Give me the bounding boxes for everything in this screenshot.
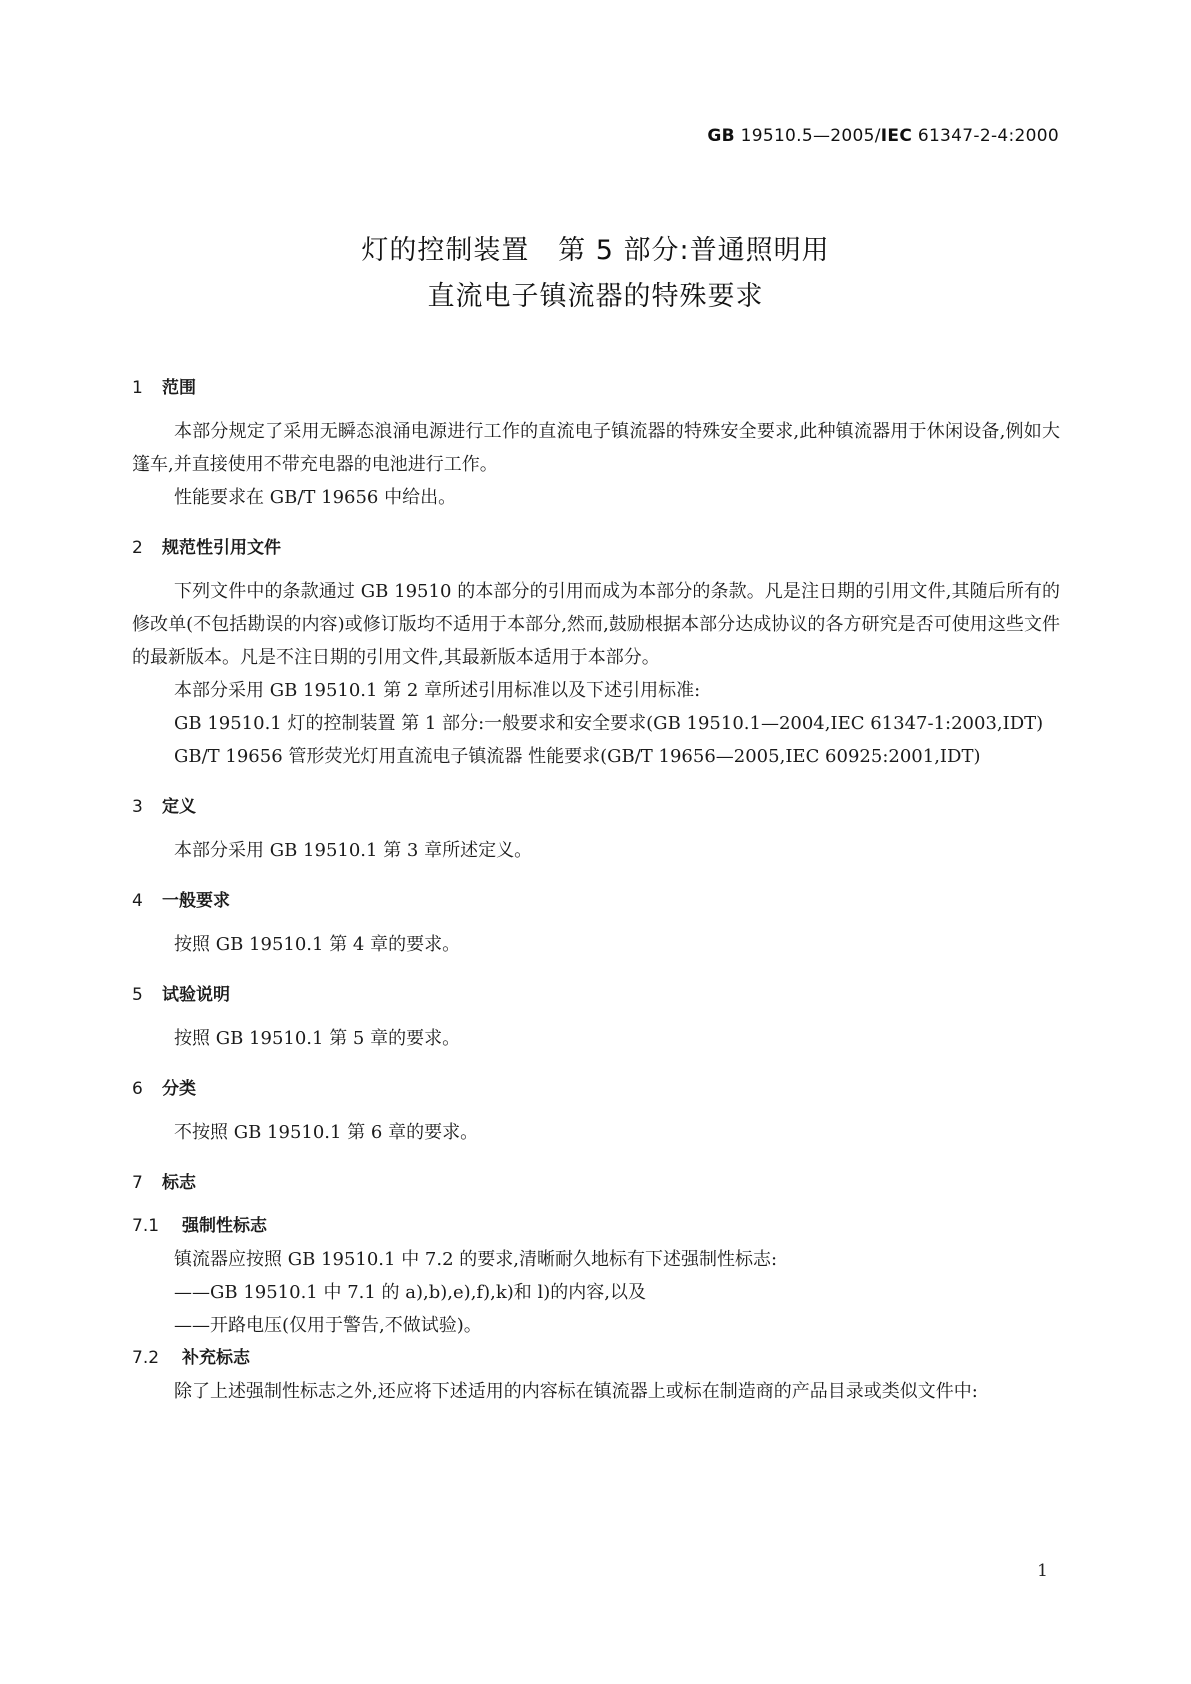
document-body [132,372,1060,1408]
section-6-para-1: 不按照 GB 19510.1 第 6 章的要求。 [174,1122,479,1143]
section-6-heading: 6 分类 [132,1079,196,1099]
section-2-heading: 2 规范性引用文件 [132,538,281,558]
section-4-heading: 4 一般要求 [132,891,230,911]
section-7-1-item-1: ——GB 19510.1 中 7.1 的 a),b),e),f),k)和 l)的内容,以及 [174,1282,646,1303]
title-line-2: 直流电子镇流器的特殊要求 [427,281,764,312]
section-4-para-1: 按照 GB 19510.1 第 4 章的要求。 [174,934,461,955]
section-1-para-2: 性能要求在 GB/T 19656 中给出。 [174,487,457,508]
section-7-2-heading: 7.2 补充标志 [132,1348,250,1368]
page-number: 1 [1037,1561,1048,1581]
document-title [0,228,1191,320]
section-3-para-1: 本部分采用 GB 19510.1 第 3 章所述定义。 [174,840,533,861]
section-2-para-2: 本部分采用 GB 19510.1 第 2 章所述引用标准以及下述引用标准: [174,680,701,701]
section-7-1-heading: 7.1 强制性标志 [132,1216,267,1236]
section-7-1-para-1: 镇流器应按照 GB 19510.1 中 7.2 的要求,清晰耐久地标有下述强制性标志: [174,1249,778,1270]
section-5-para-1: 按照 GB 19510.1 第 5 章的要求。 [174,1028,461,1049]
section-7-1-item-2: ——开路电压(仅用于警告,不做试验)。 [174,1315,482,1336]
section-2-para-1: 下列文件中的条款通过 GB 19510 的本部分的引用而成为本部分的条款。凡是注日期的引用文件,其随后所有的修改单(不包括勘误的内容)或修订版均不适用于本部分,然而,鼓励根据本部分达成协议的各方研究是否可使用这些文件的最新版本。凡是不注日期的引用文件,其最新版本适用于本部分。 [132,581,1060,668]
section-3-heading: 3 定义 [132,797,196,817]
section-1-para-1: 本部分规定了采用无瞬态浪涌电源进行工作的直流电子镇流器的特殊安全要求,此种镇流器用于休闲设备,例如大篷车,并直接使用不带充电器的电池进行工作。 [132,421,1060,475]
section-1-heading: 1 范围 [132,378,196,398]
standard-code: GB 19510.5—2005/IEC 61347-2-4:2000 [707,126,1059,146]
section-7-2-para-1: 除了上述强制性标志之外,还应将下述适用的内容标在镇流器上或标在制造商的产品目录或类似文件中: [174,1381,978,1402]
section-2-ref-2: GB/T 19656 管形荧光灯用直流电子镇流器 性能要求(GB/T 19656—2005,IEC 60925:2001,IDT) [174,746,981,767]
section-7-heading: 7 标志 [132,1173,196,1193]
title-line-1: 灯的控制装置 第 5 部分:普通照明用 [361,235,830,266]
section-5-heading: 5 试验说明 [132,985,230,1005]
section-2-ref-1: GB 19510.1 灯的控制装置 第 1 部分:一般要求和安全要求(GB 19510.1—2004,IEC 61347-1:2003,IDT) [174,713,1044,734]
